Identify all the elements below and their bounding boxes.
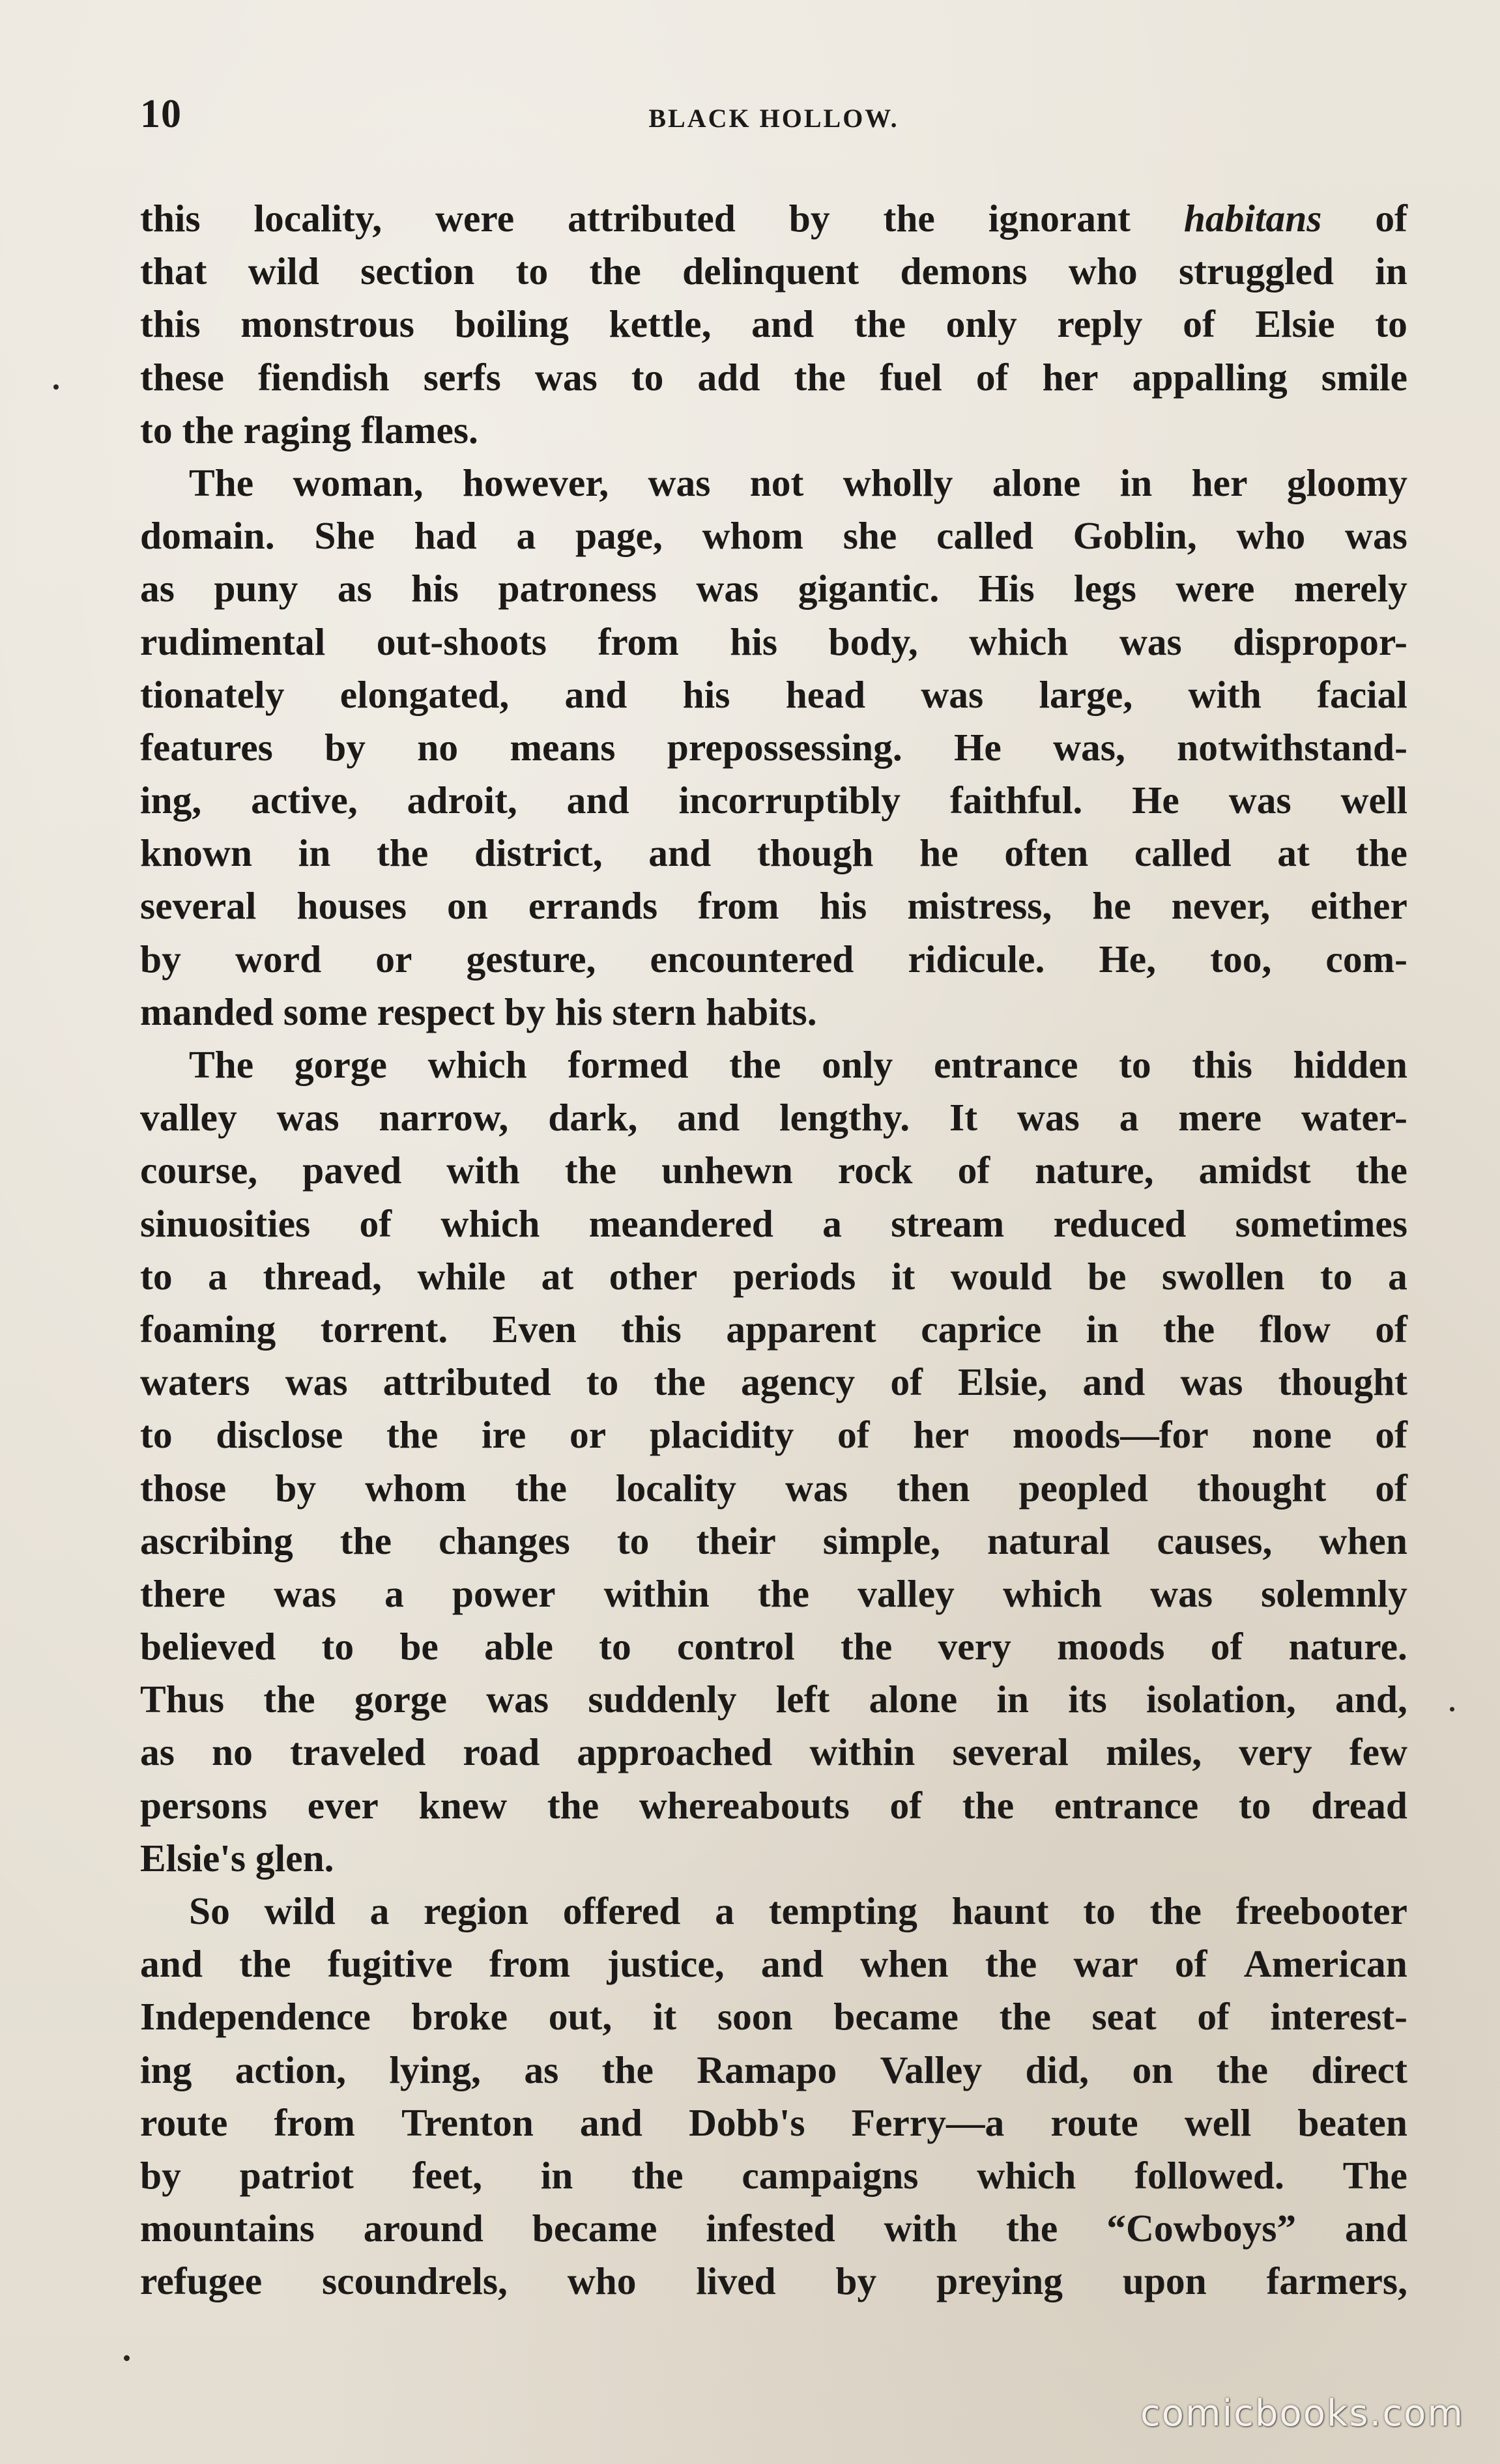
body-text: [140, 192, 1407, 2308]
text-line: domain. She had a page, whom she called Goblin, who was: [140, 514, 1407, 558]
text-line: Elsie's glen.: [140, 1836, 334, 1880]
text-line: manded some respect by his stern habits.: [140, 990, 817, 1033]
text-line: waters was attributed to the agency of Elsie, and was thought: [140, 1360, 1407, 1404]
text-line: several houses on errands from his mistress, he never, either: [140, 884, 1407, 928]
page-number: 10: [140, 92, 182, 136]
text-line: persons ever knew the whereabouts of the entrance to dread: [140, 1783, 1407, 1827]
text-line: this locality, were attributed by the ignorant habitans of: [140, 197, 1407, 240]
print-speck: [53, 384, 59, 390]
text-line: refugee scoundrels, who lived by preying upon farmers,: [140, 2259, 1407, 2303]
text-line: by word or gesture, encountered ridicule. He, too, com-: [140, 937, 1407, 981]
watermark: comicbooks.com: [1140, 2392, 1464, 2435]
text-line: So wild a region offered a tempting haunt to the freebooter: [189, 1889, 1407, 1932]
paragraph: [140, 1885, 1407, 2308]
text-line: foaming torrent. Even this apparent caprice in the flow of: [140, 1307, 1407, 1351]
text-line: rudimental out-shoots from his body, which was dispropor-: [140, 620, 1407, 663]
text-line: sinuosities of which meandered a stream reduced sometimes: [140, 1201, 1407, 1245]
text-line: ascribing the changes to their simple, natural causes, when: [140, 1519, 1407, 1562]
paragraph: [140, 457, 1407, 1039]
text-line: by patriot feet, in the campaigns which followed. The: [140, 2153, 1407, 2197]
text-line: to a thread, while at other periods it would be swollen to a: [140, 1254, 1407, 1298]
paragraph: [140, 1039, 1407, 1885]
text-line: mountains around became infested with the “Cowboys” and: [140, 2207, 1407, 2250]
text-line: ing action, lying, as the Ramapo Valley did, on the direct: [140, 2048, 1407, 2091]
text-line: to the raging flames.: [140, 408, 478, 451]
text-line: The gorge which formed the only entrance to this hidden: [189, 1043, 1407, 1086]
text-line: that wild section to the delinquent demons who struggled in: [140, 250, 1407, 293]
text-line: Independence broke out, it soon became the seat of interest-: [140, 1995, 1407, 2039]
text-line: ing, active, adroit, and incorruptibly faithful. He was well: [140, 779, 1407, 822]
text-line: to disclose the ire or placidity of her moods—for none of: [140, 1413, 1407, 1457]
page-header: [140, 91, 1407, 150]
text-line: believed to be able to control the very moods of nature.: [140, 1625, 1407, 1669]
text-line: valley was narrow, dark, and lengthy. It was a mere water-: [140, 1096, 1407, 1139]
text-line: tionately elongated, and his head was large, with facial: [140, 672, 1407, 716]
text-line: this monstrous boiling kettle, and the only reply of Elsie to: [140, 302, 1407, 346]
print-speck: [1450, 1707, 1454, 1712]
text-line: there was a power within the valley which was solemnly: [140, 1571, 1407, 1615]
text-line: and the fugitive from justice, and when the war of American: [140, 1942, 1407, 1986]
running-head: BLACK HOLLOW.: [648, 104, 899, 133]
text-line: route from Trenton and Dobb's Ferry—a route well beaten: [140, 2100, 1407, 2144]
text-line: Thus the gorge was suddenly left alone in its isolation, and,: [140, 1678, 1407, 1721]
text-line: course, paved with the unhewn rock of nature, amidst the: [140, 1149, 1407, 1192]
paragraph: [140, 192, 1407, 457]
text-line: as puny as his patroness was gigantic. His legs were merely: [140, 567, 1407, 610]
text-line: those by whom the locality was then peopled thought of: [140, 1466, 1407, 1510]
text-line: features by no means prepossessing. He was, notwithstand-: [140, 725, 1407, 769]
text-line: The woman, however, was not wholly alone in her gloomy: [189, 461, 1407, 504]
print-speck: [124, 2355, 130, 2361]
text-line: these fiendish serfs was to add the fuel of her appalling smile: [140, 355, 1407, 399]
text-line: as no traveled road approached within several miles, very few: [140, 1730, 1407, 1774]
text-line: known in the district, and though he often called at the: [140, 831, 1407, 875]
